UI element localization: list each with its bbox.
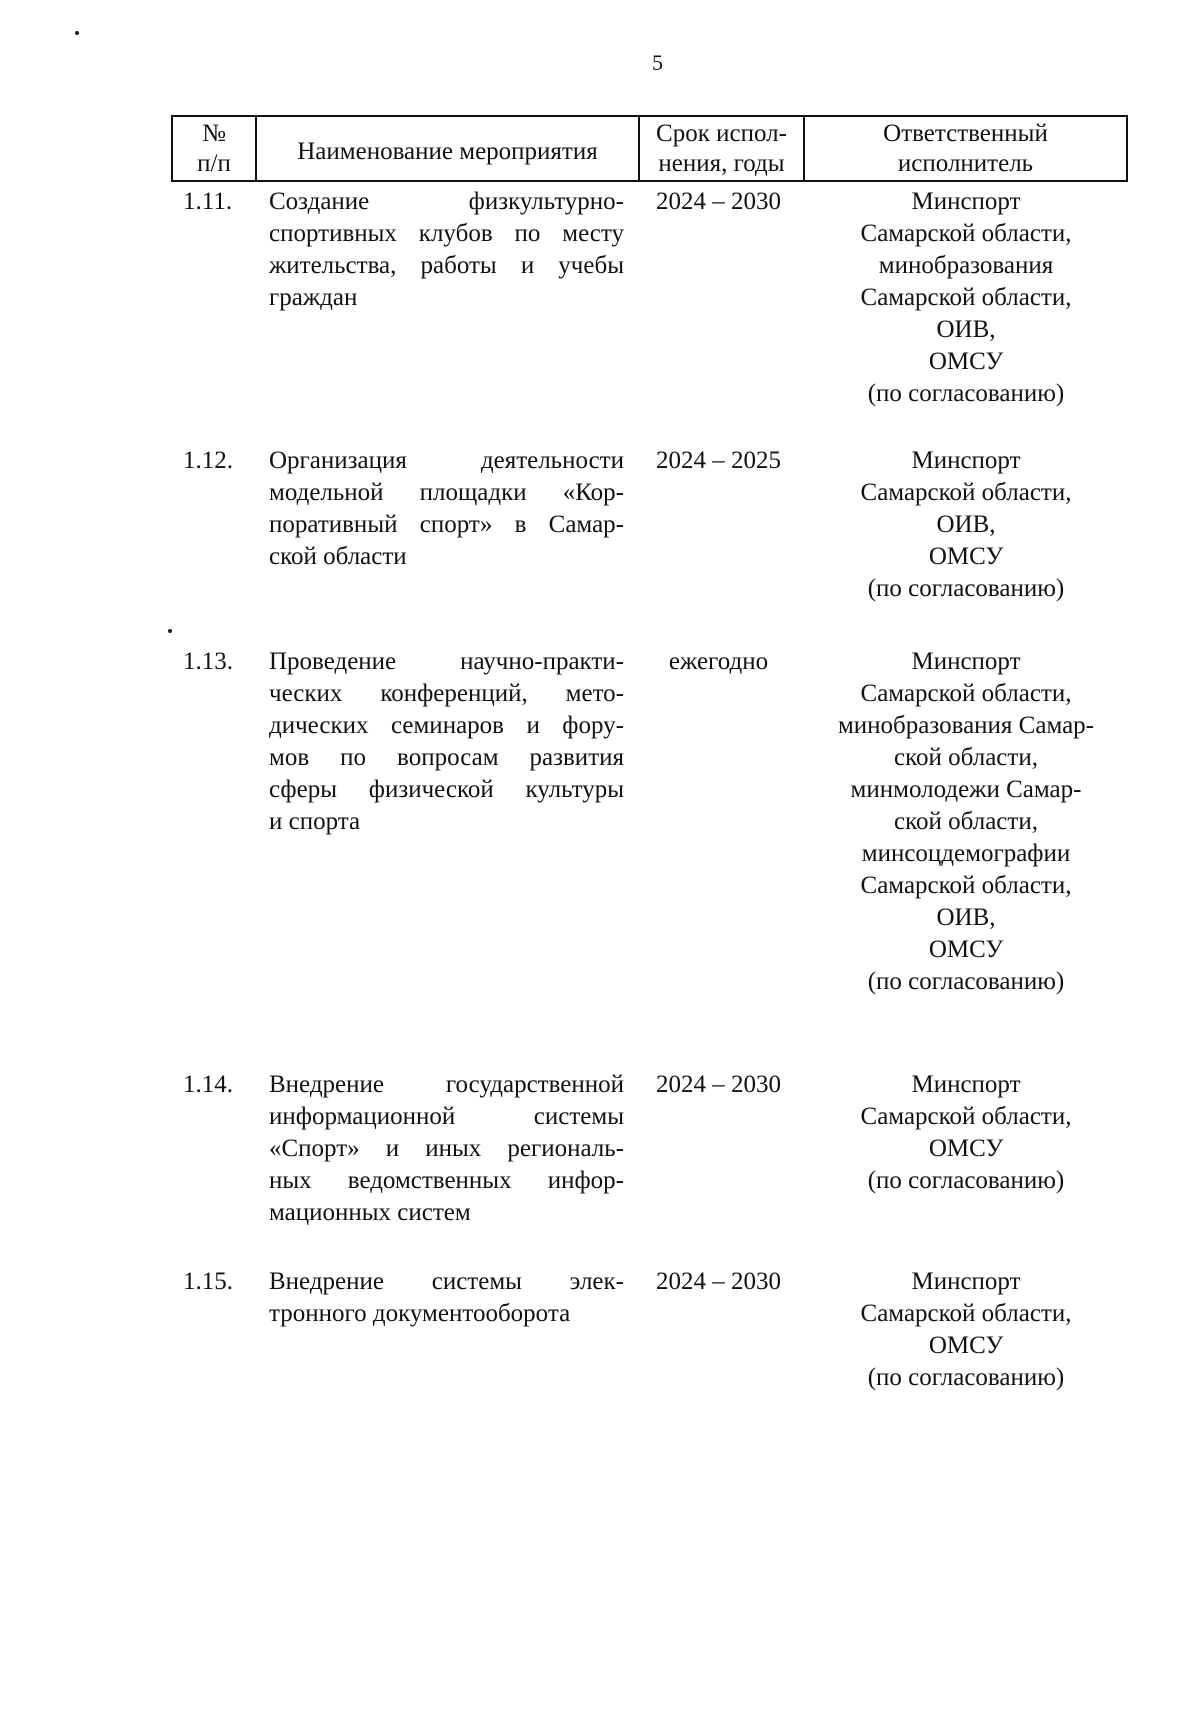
- row-responsible: [804, 1266, 1128, 1394]
- row-responsible-line: Самарской области,: [860, 479, 1072, 506]
- header-responsible-line-2: исполнитель: [897, 149, 1034, 177]
- row-responsible-line: Самарской области,: [860, 284, 1072, 311]
- row-name: [269, 646, 624, 838]
- row-responsible-line: ОИВ,: [936, 511, 996, 538]
- page-number: 5: [652, 50, 663, 75]
- header-num: [173, 117, 257, 180]
- row-name-line: тронного документооборота: [269, 1300, 571, 1327]
- row-responsible-line: минобразования Самар-: [837, 712, 1095, 739]
- row-responsible-line: ОМСУ: [928, 348, 1004, 375]
- row-responsible-line: ской области,: [894, 744, 1038, 771]
- row-name: [269, 1069, 624, 1229]
- row-responsible-line: (по согласованию): [867, 1364, 1065, 1391]
- row-name-line: ческих конференций, мето-: [269, 680, 624, 707]
- row-responsible: [804, 445, 1128, 605]
- row-responsible-line: ОИВ,: [936, 904, 996, 931]
- row-number: 1.12.: [183, 447, 233, 474]
- row-number: 1.14.: [183, 1071, 233, 1098]
- header-responsible: [805, 117, 1126, 180]
- header-num-line-2: п/п: [197, 149, 231, 177]
- row-period: 2024 – 2025: [656, 447, 781, 474]
- row-name-line: Внедрение государственной: [269, 1071, 624, 1098]
- row-responsible-line: Самарской области,: [860, 1300, 1072, 1327]
- row-responsible-line: минобразования: [878, 252, 1054, 279]
- row-name-line: «Спорт» и иных региональ-: [269, 1135, 624, 1162]
- row-period: 2024 – 2030: [656, 1268, 781, 1295]
- row-responsible-line: (по согласованию): [867, 1167, 1065, 1194]
- row-responsible-line: (по согласованию): [867, 575, 1065, 602]
- header-responsible-line-1: Ответственный: [883, 119, 1048, 147]
- row-period: ежегодно: [668, 648, 769, 675]
- row-responsible-line: Минспорт: [911, 1268, 1021, 1295]
- row-responsible-line: Самарской области,: [860, 220, 1072, 247]
- row-name-line: дических семинаров и фору-: [269, 712, 624, 739]
- row-name: [269, 445, 624, 573]
- row-responsible: [804, 186, 1128, 410]
- row-name-line: ской области: [269, 543, 407, 570]
- row-responsible-line: Минспорт: [911, 188, 1021, 215]
- row-name-line: Проведение научно-практи-: [269, 648, 624, 675]
- row-name-line: поративный спорт» в Самар-: [269, 511, 624, 538]
- row-name-line: модельной площадки «Кор-: [269, 479, 624, 506]
- row-responsible-line: Минспорт: [911, 648, 1021, 675]
- row-name-line: мационных систем: [269, 1199, 471, 1226]
- header-name-label: Наименование мероприятия: [297, 137, 598, 165]
- row-name-line: сферы физической культуры: [269, 776, 624, 803]
- row-responsible-line: Самарской области,: [860, 872, 1072, 899]
- row-responsible: [804, 1069, 1128, 1197]
- row-name-line: мов по вопросам развития: [269, 744, 624, 771]
- row-name-line: ных ведомственных инфор-: [269, 1167, 624, 1194]
- row-name-line: Создание физкультурно-: [269, 188, 624, 215]
- row-responsible-line: Самарской области,: [860, 680, 1072, 707]
- row-name-line: граждан: [269, 284, 358, 311]
- row-responsible-line: (по согласованию): [867, 968, 1065, 995]
- row-period: 2024 – 2030: [656, 188, 781, 215]
- row-responsible-line: (по согласованию): [867, 380, 1065, 407]
- row-name-line: Организация деятельности: [269, 447, 624, 474]
- row-name-line: жительства, работы и учебы: [269, 252, 624, 279]
- row-number: 1.15.: [183, 1268, 233, 1295]
- row-responsible-line: Минспорт: [911, 447, 1021, 474]
- row-responsible-line: Самарской области,: [860, 1103, 1072, 1130]
- header-period: [640, 117, 805, 180]
- row-name: [269, 1266, 624, 1330]
- row-responsible-line: ОМСУ: [928, 1332, 1004, 1359]
- row-name: [269, 186, 624, 314]
- row-name-line: информационной системы: [269, 1103, 624, 1130]
- scan-speck: [168, 629, 172, 633]
- row-responsible-line: минсоцдемографии: [861, 840, 1071, 867]
- row-responsible-line: ской области,: [894, 808, 1038, 835]
- row-responsible-line: ОМСУ: [928, 1135, 1004, 1162]
- header-name: [257, 117, 640, 180]
- scan-speck: [75, 31, 79, 35]
- header-period-line-1: Срок испол-: [656, 119, 787, 147]
- row-period: 2024 – 2030: [656, 1071, 781, 1098]
- row-number: 1.11.: [183, 188, 233, 215]
- row-responsible-line: ОМСУ: [928, 936, 1004, 963]
- row-responsible-line: ОМСУ: [928, 543, 1004, 570]
- table-header: [171, 115, 1128, 182]
- row-responsible-line: Минспорт: [911, 1071, 1021, 1098]
- header-num-line-1: №: [202, 119, 226, 147]
- row-number: 1.13.: [183, 648, 233, 675]
- row-responsible: [804, 646, 1128, 998]
- row-responsible-line: ОИВ,: [936, 316, 996, 343]
- row-name-line: Внедрение системы элек-: [269, 1268, 624, 1295]
- header-period-line-2: нения, годы: [658, 149, 785, 177]
- row-name-line: спортивных клубов по месту: [269, 220, 624, 247]
- row-responsible-line: минмолодежи Самар-: [850, 776, 1082, 803]
- row-name-line: и спорта: [269, 808, 361, 835]
